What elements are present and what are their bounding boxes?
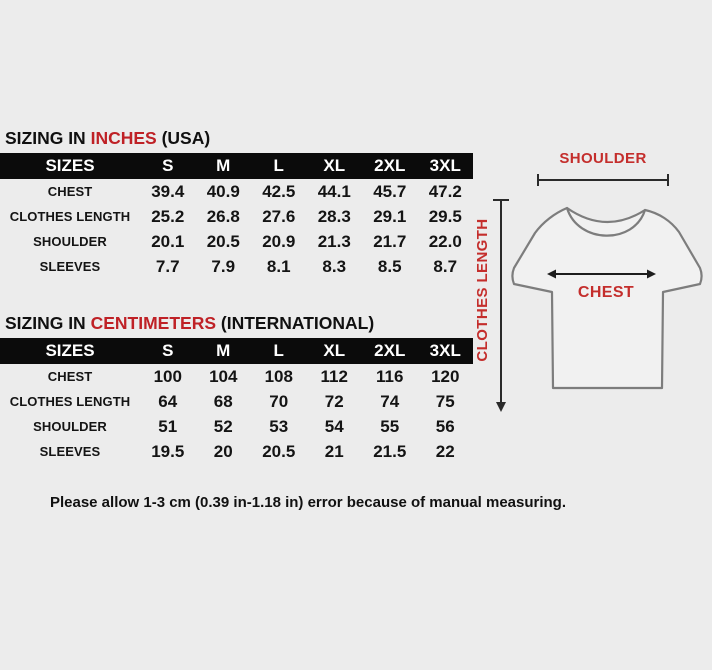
size-value: 52 [213,416,233,436]
inches-table-title [5,127,473,149]
shoulder-label: SHOULDER [559,150,647,167]
size-value: 112 [320,366,348,386]
size-value: 8.5 [377,256,402,276]
row-label: SHOULDER [33,234,107,249]
size-value: 20.5 [262,441,296,461]
size-value: 8.1 [266,256,291,276]
size-value: 55 [380,416,400,436]
header-cell-l: L [273,341,284,360]
clothes-length-arrowhead [496,402,506,412]
clothes-length-measure-line [493,200,509,404]
size-value: 116 [376,366,404,386]
size-value: 42.5 [262,181,296,201]
title-suffix: (INTERNATIONAL) [220,313,375,333]
centimeters-table [0,312,473,464]
size-value: 54 [324,416,344,436]
row-label: CHEST [47,184,93,199]
size-value: 56 [435,416,455,436]
inches-table [0,127,473,279]
header-cell-3xl: 3XL [429,341,461,360]
table-row-sleeves [0,439,473,464]
chest-label: CHEST [577,284,635,301]
header-cell-3xl: 3XL [429,156,461,175]
shoulder-measure-line [538,174,668,186]
table-row-shoulder [0,229,473,254]
header-cell-s: S [162,341,174,360]
size-value: 26.8 [206,206,240,226]
size-value: 72 [324,391,344,411]
measuring-error-note: Please allow 1-3 cm (0.39 in-1.18 in) error because of manual measuring. [49,494,567,511]
table-row-clothes-length [0,204,473,229]
size-value: 70 [269,391,289,411]
size-value: 20.1 [151,231,185,251]
size-value: 21 [324,441,344,461]
size-value: 22 [435,441,455,461]
header-cell-xl: XL [323,156,346,175]
size-value: 64 [158,391,178,411]
header-cell-l: L [273,156,284,175]
size-value: 108 [264,366,293,386]
size-value: 39.4 [151,181,185,201]
row-label: CHEST [47,369,93,384]
table-row-sleeves [0,254,473,279]
tshirt-diagram [460,140,712,420]
size-value: 7.9 [211,256,236,276]
table-row-shoulder [0,414,473,439]
size-value: 120 [431,366,460,386]
header-cell-2xl: 2XL [374,341,406,360]
size-value: 21.7 [373,231,407,251]
size-value: 29.5 [428,206,462,226]
header-cell-s: S [162,156,174,175]
size-value: 40.9 [206,181,240,201]
size-value: 27.6 [262,206,296,226]
row-label: SLEEVES [39,259,101,274]
row-label: CLOTHES LENGTH [9,394,131,409]
title-prefix: SIZING IN [5,128,86,148]
header-cell-m: M [216,156,231,175]
header-cell-2xl: 2XL [374,156,406,175]
size-value: 8.3 [322,256,347,276]
clothes-length-label: CLOTHES LENGTH [474,218,491,362]
size-value: 47.2 [428,181,462,201]
size-value: 19.5 [151,441,185,461]
row-label: CLOTHES LENGTH [9,209,131,224]
table-row-chest [0,364,473,389]
size-value: 104 [209,366,238,386]
size-value: 100 [153,366,182,386]
size-value: 8.7 [433,256,458,276]
header-cell-sizes: SIZES [45,156,95,175]
size-value: 29.1 [373,206,407,226]
size-value: 22.0 [428,231,462,251]
size-value: 44.1 [317,181,351,201]
title-prefix: SIZING IN [5,313,86,333]
size-value: 7.7 [155,256,180,276]
size-value: 21.5 [373,441,407,461]
size-value: 68 [213,391,233,411]
header-cell-xl: XL [323,341,346,360]
row-label: SHOULDER [33,419,107,434]
title-suffix: (USA) [161,128,211,148]
size-value: 25.2 [151,206,185,226]
title-unit: CENTIMETERS [90,313,217,333]
centimeters-table-title [5,312,473,334]
inches-header-row [0,153,473,179]
size-value: 45.7 [373,181,407,201]
size-value: 75 [435,391,455,411]
size-value: 20.9 [262,231,296,251]
header-cell-m: M [216,341,231,360]
row-label: SLEEVES [39,444,101,459]
table-row-clothes-length [0,389,473,414]
size-value: 74 [380,391,400,411]
table-row-chest [0,179,473,204]
size-value: 53 [269,416,289,436]
size-value: 28.3 [317,206,351,226]
title-unit: INCHES [90,128,157,148]
size-value: 20 [213,441,233,461]
size-value: 51 [158,416,178,436]
centimeters-header-row [0,338,473,364]
header-cell-sizes: SIZES [45,341,95,360]
size-value: 20.5 [206,231,240,251]
size-value: 21.3 [317,231,351,251]
